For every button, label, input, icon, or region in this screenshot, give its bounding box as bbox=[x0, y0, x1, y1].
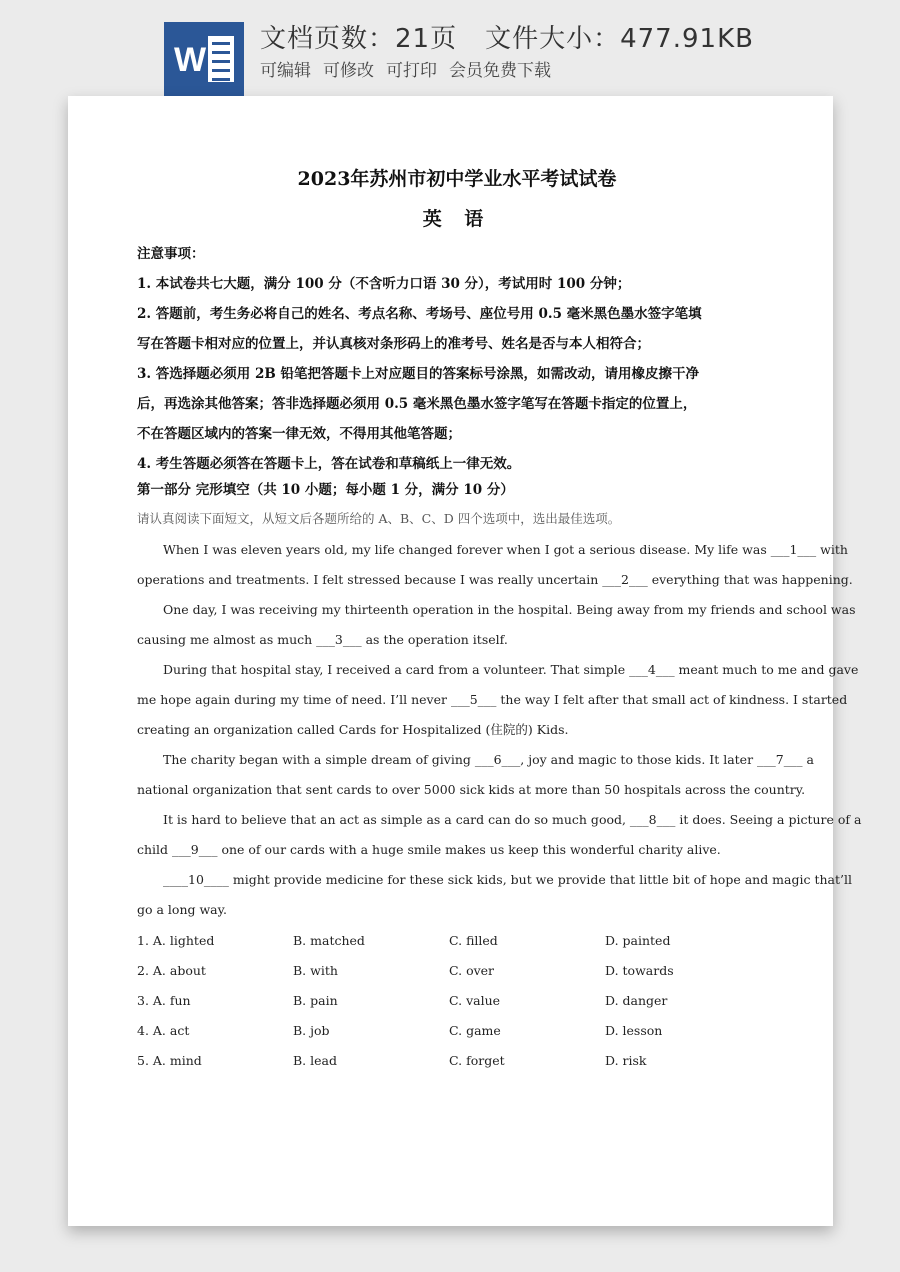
passage-line: During that hospital stay, I received a card from a volunteer. That simple ___4___ meant much to me and gave bbox=[163, 662, 859, 677]
passage-line: When I was eleven years old, my life changed forever when I got a serious disease. My life was ___1___ with bbox=[163, 542, 848, 557]
word-document-icon bbox=[164, 22, 244, 96]
option-b: B. with bbox=[293, 963, 338, 978]
section-instruction: 请认真阅读下面短文，从短文后各题所给的 A、B、C、D 四个选项中，选出最佳选项。 bbox=[137, 511, 621, 526]
option-c: C. game bbox=[449, 1023, 501, 1038]
feature-modifiable: 可修改 bbox=[323, 61, 374, 81]
note-line: 1. 本试卷共七大题，满分 100 分（不含听力口语 30 分），考试用时 100 分钟； bbox=[137, 276, 631, 292]
option-c: C. value bbox=[449, 993, 501, 1008]
note-line: 写在答题卡相对应的位置上，并认真核对条形码上的准考号、姓名是否与本人相符合； bbox=[137, 336, 650, 352]
cloze-passage bbox=[137, 535, 862, 925]
passage-line: It is hard to believe that an act as simple as a card can do so much good, ___8___ it does. Seeing a picture of a bbox=[163, 812, 862, 827]
feature-editable: 可编辑 bbox=[260, 61, 311, 81]
option-b: B. lead bbox=[293, 1053, 337, 1068]
word-icon-letter: W bbox=[174, 41, 207, 79]
option-d: D. painted bbox=[605, 933, 671, 948]
option-a: 1. A. lighted bbox=[137, 933, 215, 948]
section-heading: 第一部分 完形填空（共 10 小题；每小题 1 分，满分 10 分） bbox=[137, 482, 514, 498]
download-banner bbox=[0, 0, 900, 96]
option-row bbox=[137, 956, 777, 986]
option-a: 4. A. act bbox=[137, 1023, 190, 1038]
exam-subject: 英 语 bbox=[422, 208, 492, 230]
document-page bbox=[68, 96, 862, 1226]
option-d: D. lesson bbox=[605, 1023, 663, 1038]
option-a: 2. A. about bbox=[137, 963, 206, 978]
option-row bbox=[137, 926, 777, 956]
answer-options bbox=[137, 926, 777, 1076]
option-b: B. matched bbox=[293, 933, 365, 948]
note-line: 后，再选涂其他答案；答非选择题必须用 0.5 毫米黑色墨水签字笔写在答题卡指定的位置上， bbox=[137, 396, 697, 412]
feature-member-download: 会员免费下载 bbox=[449, 61, 551, 81]
option-a: 5. A. mind bbox=[137, 1053, 202, 1068]
file-meta bbox=[260, 18, 782, 55]
passage-line: me hope again during my time of need. I’ll never ___5___ the way I felt after that small act of kindness. I started bbox=[137, 692, 848, 707]
feature-list bbox=[260, 56, 563, 81]
option-d: D. towards bbox=[605, 963, 674, 978]
option-row bbox=[137, 1016, 777, 1046]
notes-heading: 注意事项： bbox=[137, 246, 205, 262]
passage-line: national organization that sent cards to over 5000 sick kids at more than 50 hospitals across the country. bbox=[137, 782, 806, 797]
option-a: 3. A. fun bbox=[137, 993, 191, 1008]
passage-line: causing me almost as much ___3___ as the operation itself. bbox=[137, 632, 508, 647]
passage-line: operations and treatments. I felt stressed because I was really uncertain ___2___ everything that was happening. bbox=[137, 572, 853, 587]
passage-line: child ___9___ one of our cards with a huge smile makes us keep this wonderful charity alive. bbox=[137, 842, 721, 857]
option-b: B. job bbox=[293, 1023, 330, 1038]
option-d: D. danger bbox=[605, 993, 668, 1008]
option-c: C. over bbox=[449, 963, 495, 978]
passage-line: ____10____ might provide medicine for these sick kids, but we provide that little bit of hope and magic that’ll bbox=[163, 872, 852, 887]
passage-line: One day, I was receiving my thirteenth operation in the hospital. Being away from my friends and school was bbox=[163, 602, 856, 617]
option-d: D. risk bbox=[605, 1053, 647, 1068]
passage-line: The charity began with a simple dream of giving ___6___, joy and magic to those kids. It later ___7___ a bbox=[163, 752, 814, 767]
option-row bbox=[137, 986, 777, 1016]
page-count: 文档页数：21页 bbox=[260, 24, 458, 54]
note-line: 4. 考生答题必须答在答题卡上，答在试卷和草稿纸上一律无效。 bbox=[137, 456, 521, 472]
note-line: 不在答题区域内的答案一律无效，不得用其他笔答题； bbox=[137, 426, 461, 442]
feature-printable: 可打印 bbox=[386, 61, 437, 81]
note-line: 2. 答题前，考生务必将自己的姓名、考点名称、考场号、座位号用 0.5 毫米黑色墨水签字笔填 bbox=[137, 306, 702, 322]
file-size: 文件大小：477.91KB bbox=[485, 24, 754, 54]
exam-notes bbox=[137, 239, 777, 479]
passage-line: go a long way. bbox=[137, 902, 228, 917]
option-row bbox=[137, 1046, 777, 1076]
word-icon-lines bbox=[208, 36, 234, 82]
option-c: C. filled bbox=[449, 933, 498, 948]
option-b: B. pain bbox=[293, 993, 338, 1008]
option-c: C. forget bbox=[449, 1053, 505, 1068]
note-line: 3. 答选择题必须用 2B 铅笔把答题卡上对应题目的答案标号涂黑，如需改动，请用橡皮擦干净 bbox=[137, 366, 699, 382]
passage-line: creating an organization called Cards for Hospitalized (住院的) Kids. bbox=[137, 722, 569, 737]
exam-title: 2023年苏州市初中学业水平考试试卷 bbox=[297, 168, 617, 190]
